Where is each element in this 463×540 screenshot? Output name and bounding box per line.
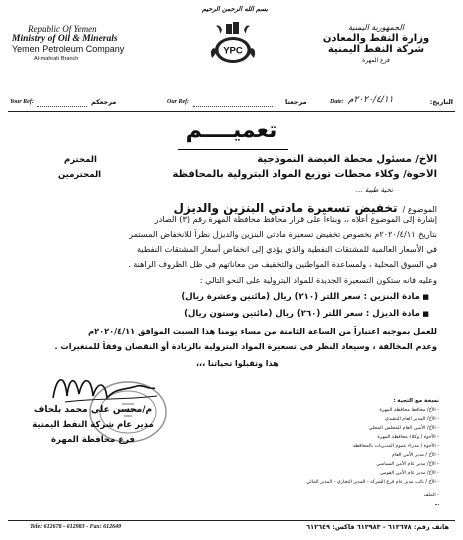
- header-ar-branch: فرع المهرة: [362, 57, 390, 64]
- logo-text: YPC: [223, 45, 243, 57]
- date-label: Date:: [330, 99, 344, 105]
- price-diesel: ■ مادة الديزل : سعر اللتر (٢٦٠) ريال (مائتين وستون ريال): [184, 309, 429, 319]
- header-ar-company: شركة النفط اليمنية: [327, 44, 425, 55]
- recipient-1: الأخ/ مسئول محطة الغيضة النموذجية: [257, 154, 437, 165]
- our-ref-arabic: مرجعنا: [285, 98, 307, 106]
- bullet-icon: ■: [419, 310, 429, 318]
- subject-text: تخفيض تسعيرة مادتي البنزين والديزل: [173, 201, 398, 215]
- header-ar-ministry: وزارة النفط والمعادن: [322, 33, 430, 44]
- cc-item: - الأخ / نائب مدير عام فرع الشركة - المدير التجاري - المدير المالي: [306, 480, 439, 485]
- cc-item: - الأخ/ الأمين العام للمجلس المحلي: [368, 426, 439, 431]
- company-logo-icon: [206, 20, 260, 68]
- date-arabic-label: التاريخ:: [429, 98, 453, 106]
- cc-item: - الأخ/ المدير العام التنفيذي: [384, 417, 439, 422]
- cc-item: - الملف: [423, 493, 439, 498]
- header-en-company: Yemen Petroleum Company: [12, 44, 125, 54]
- header-en-ministry: Ministry of Oil & Minerals: [12, 34, 118, 44]
- signatory-name: م/محسن علي محمد بلحاف: [33, 405, 153, 415]
- footer-english-contact: Tele: 612678 - 612983 - Fax: 612649: [30, 524, 122, 530]
- our-ref-label: Our Ref:: [167, 99, 190, 105]
- header-en-republic: Republic Of Yemen: [28, 24, 97, 34]
- header-ar-republic: الجمهورية اليمنية: [347, 23, 404, 32]
- footer-arabic-contact: هاتف رقم: ٦١٢٦٧٨ - ٦١٢٩٨٣ فاكس: ٦١٢٦٤٩: [306, 523, 449, 531]
- closing: هذا وتقبلوا تحياتنا ،،،: [196, 359, 279, 368]
- cc-item: - الأخوة / مدراء عموم المديريات بالمحافظة: [352, 444, 439, 449]
- cc-item: - الأخوة / وكلاء محافظة المهرة: [377, 435, 439, 440]
- header-english: [12, 24, 172, 64]
- respect-2: المحترمين: [58, 170, 102, 180]
- body-line-4: في السوق المحلية ، ولمساعدة المواطنين والتخفيف من معاناتهم في ظل الظروف الراهنة .: [128, 259, 437, 269]
- body-line-3: في الأسعار العالمية للمشتقات النفطية والذي يؤدي إلى انخفاض أسعار المشتقات النفطية: [137, 244, 437, 254]
- effective-line: للعمل بموجبه اعتباراً من الساعة الثامنة من مساء يومنا هذا السبت الموافق ٢٠٢٠/٤/١١م: [88, 326, 437, 336]
- header-arabic: [301, 22, 451, 66]
- cc-item: - الأخ/ مدير عام الأمن السياسي: [376, 462, 439, 467]
- your-ref-arabic: مرجعكم: [91, 98, 117, 106]
- bismillah: بسم الله الرحمن الرحيم: [202, 5, 268, 13]
- body-line-5: وعليه فانه ستكون التسعيرة الجديدة للمواد البترولية على النحو التالي :: [199, 275, 437, 285]
- date-value: ٢٠٢٠/٤/١١م: [348, 95, 394, 105]
- signatory-title: مدير عام شركة النفط اليمنية: [32, 420, 154, 430]
- body-line-2: بتاريخ ٢٠٢٠/٤/١١م بخصوص تخفيض تسعيرة مادتي البنزين والديزل نظراً للانخفاض المستمر: [129, 229, 437, 239]
- document-title: تعميــــم: [185, 118, 278, 143]
- subject-label: الموضوع /: [402, 205, 437, 214]
- header-en-branch: Al-mahrah Branch: [34, 56, 79, 62]
- body-line-1: إشارة إلى الموضوع أعلاه ،، وبناءاً على قرار محافظ محافظة المهرة رقم (٣) الصادر: [154, 214, 437, 224]
- bullet-icon: ■: [419, 293, 429, 301]
- cc-item: - الأخ/ مدير عام الأمن القومي: [379, 471, 439, 476]
- your-ref-label: Your Ref:: [10, 99, 34, 105]
- cc-item: - الأخ / مدير الأمن العام: [391, 453, 439, 458]
- respect-1: المحترم: [64, 155, 97, 165]
- price-petrol: ■ مادة البنزين : سعر اللتر (٢١٠) ريال (مائتين وعشرة ريال): [181, 292, 429, 302]
- cc-item: - الأخ/ محافظ محافظة المهرة: [379, 408, 439, 413]
- cc-title: نسخة مع التحية :: [393, 398, 439, 404]
- recipient-2: الأخوة/ وكلاء محطات توزيع المواد البترولية بالمحافظة: [172, 169, 437, 180]
- signatory-branch: فرع محافظة المهرة: [51, 435, 135, 445]
- greeting: تحية طيبة ...: [355, 186, 393, 194]
- review-line: وعدم المخالفة ، وسيعاد النظر في تسعيرة المواد البترولية بالزيادة أو النقصان وفقاً للمتغيرات .: [54, 341, 437, 351]
